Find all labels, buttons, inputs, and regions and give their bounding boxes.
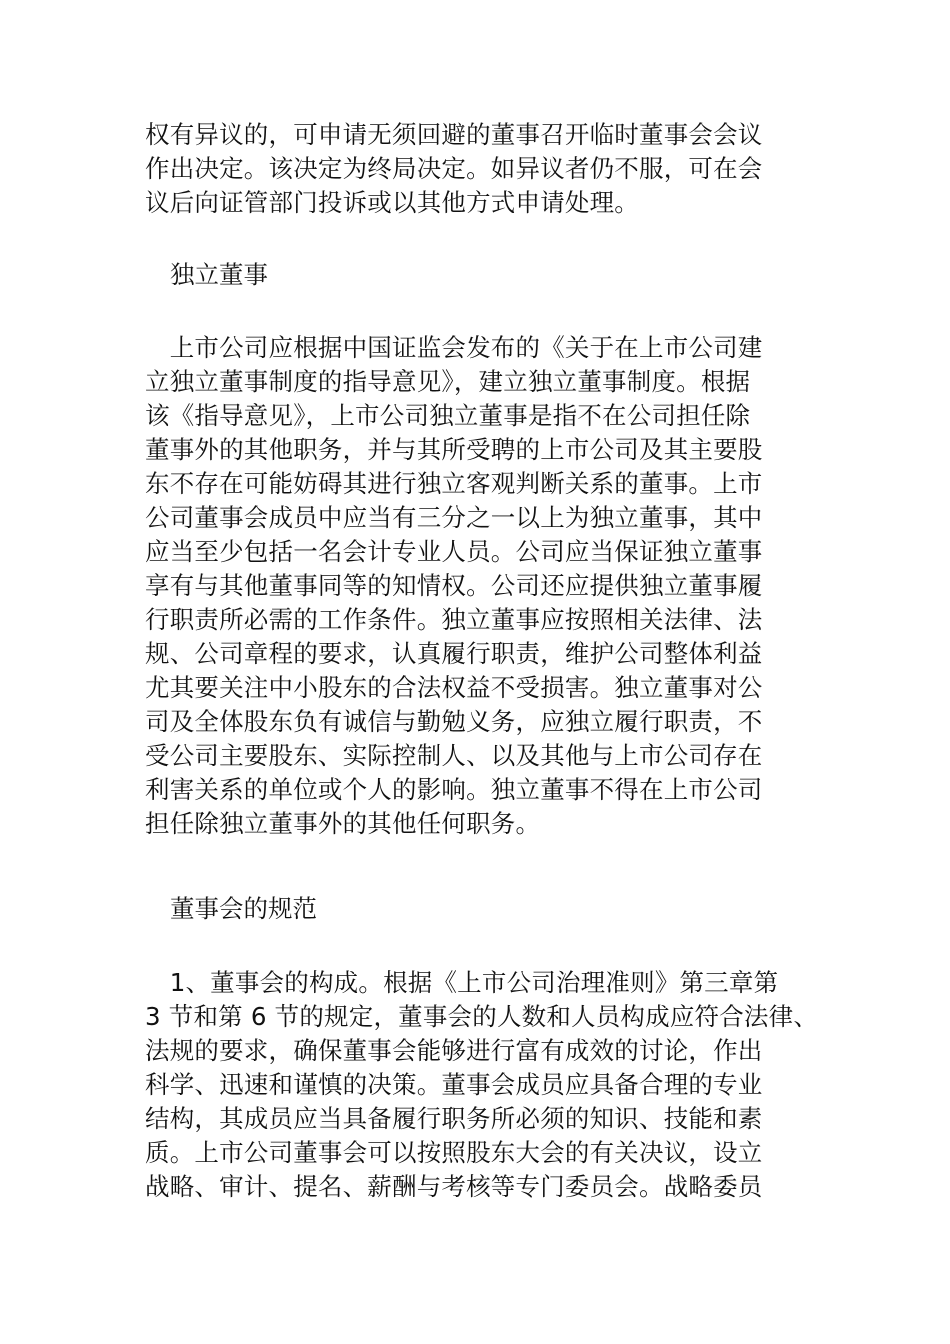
paragraph-board-composition: 1、董事会的构成。根据《上市公司治理准则》第三章第 3 节和第 6 节的规定，董事会的人数和人员构成应符合法律、 法规的要求，确保董事会能够进行富有成效的讨论，作出 科学、迅速和谨慎的决策。董事会成员应具备合理的专业 结构，其成员应当具备履行职务所必须的知识、技能和素 质。上市公司董事会可以按照股东大会的有关决议，设立 战略、审计、提名、薪酬与考核等专门委员会。战略委员 <box>145 968 819 1201</box>
section-heading-board-norms: 董事会的规范 <box>170 894 317 923</box>
paragraph-objection-procedure: 权有异议的，可申请无须回避的董事召开临时董事会会议 作出决定。该决定为终局决定。如异议者仍不服，可在会 议后向证管部门投诉或以其他方式申请处理。 <box>145 120 763 217</box>
paragraph-independent-directors: 上市公司应根据中国证监会发布的《关于在上市公司建 立独立董事制度的指导意见》，建立独立董事制度。根据 该《指导意见》，上市公司独立董事是指不在公司担任除 董事外的其他职务，并与其所受聘的上市公司及其主要股 东不存在可能妨碍其进行独立客观判断关系的董事。上市 公司董事会成员中应当有三分之一以上为独立董事，其中 应当至少包括一名会计专业人员。公司应当保证独立董事 享有与其他董事同等的知情权。公司还应提供独立董事履 行职责所必需的工作条件。独立董事应按照相关法律、法 规、公司章程的要求，认真履行职责，维护公司整体利益 尤其要关注中小股东的合法权益不受损害。独立董事对公 司及全体股东负有诚信与勤勉义务，应独立履行职责，不 受公司主要股东、实际控制人、以及其他与上市公司存在 利害关系的单位或个人的影响。独立董事不得在上市公司 担任除独立董事外的其他任何职务。 <box>145 333 763 838</box>
section-heading-independent-directors: 独立董事 <box>170 260 268 289</box>
